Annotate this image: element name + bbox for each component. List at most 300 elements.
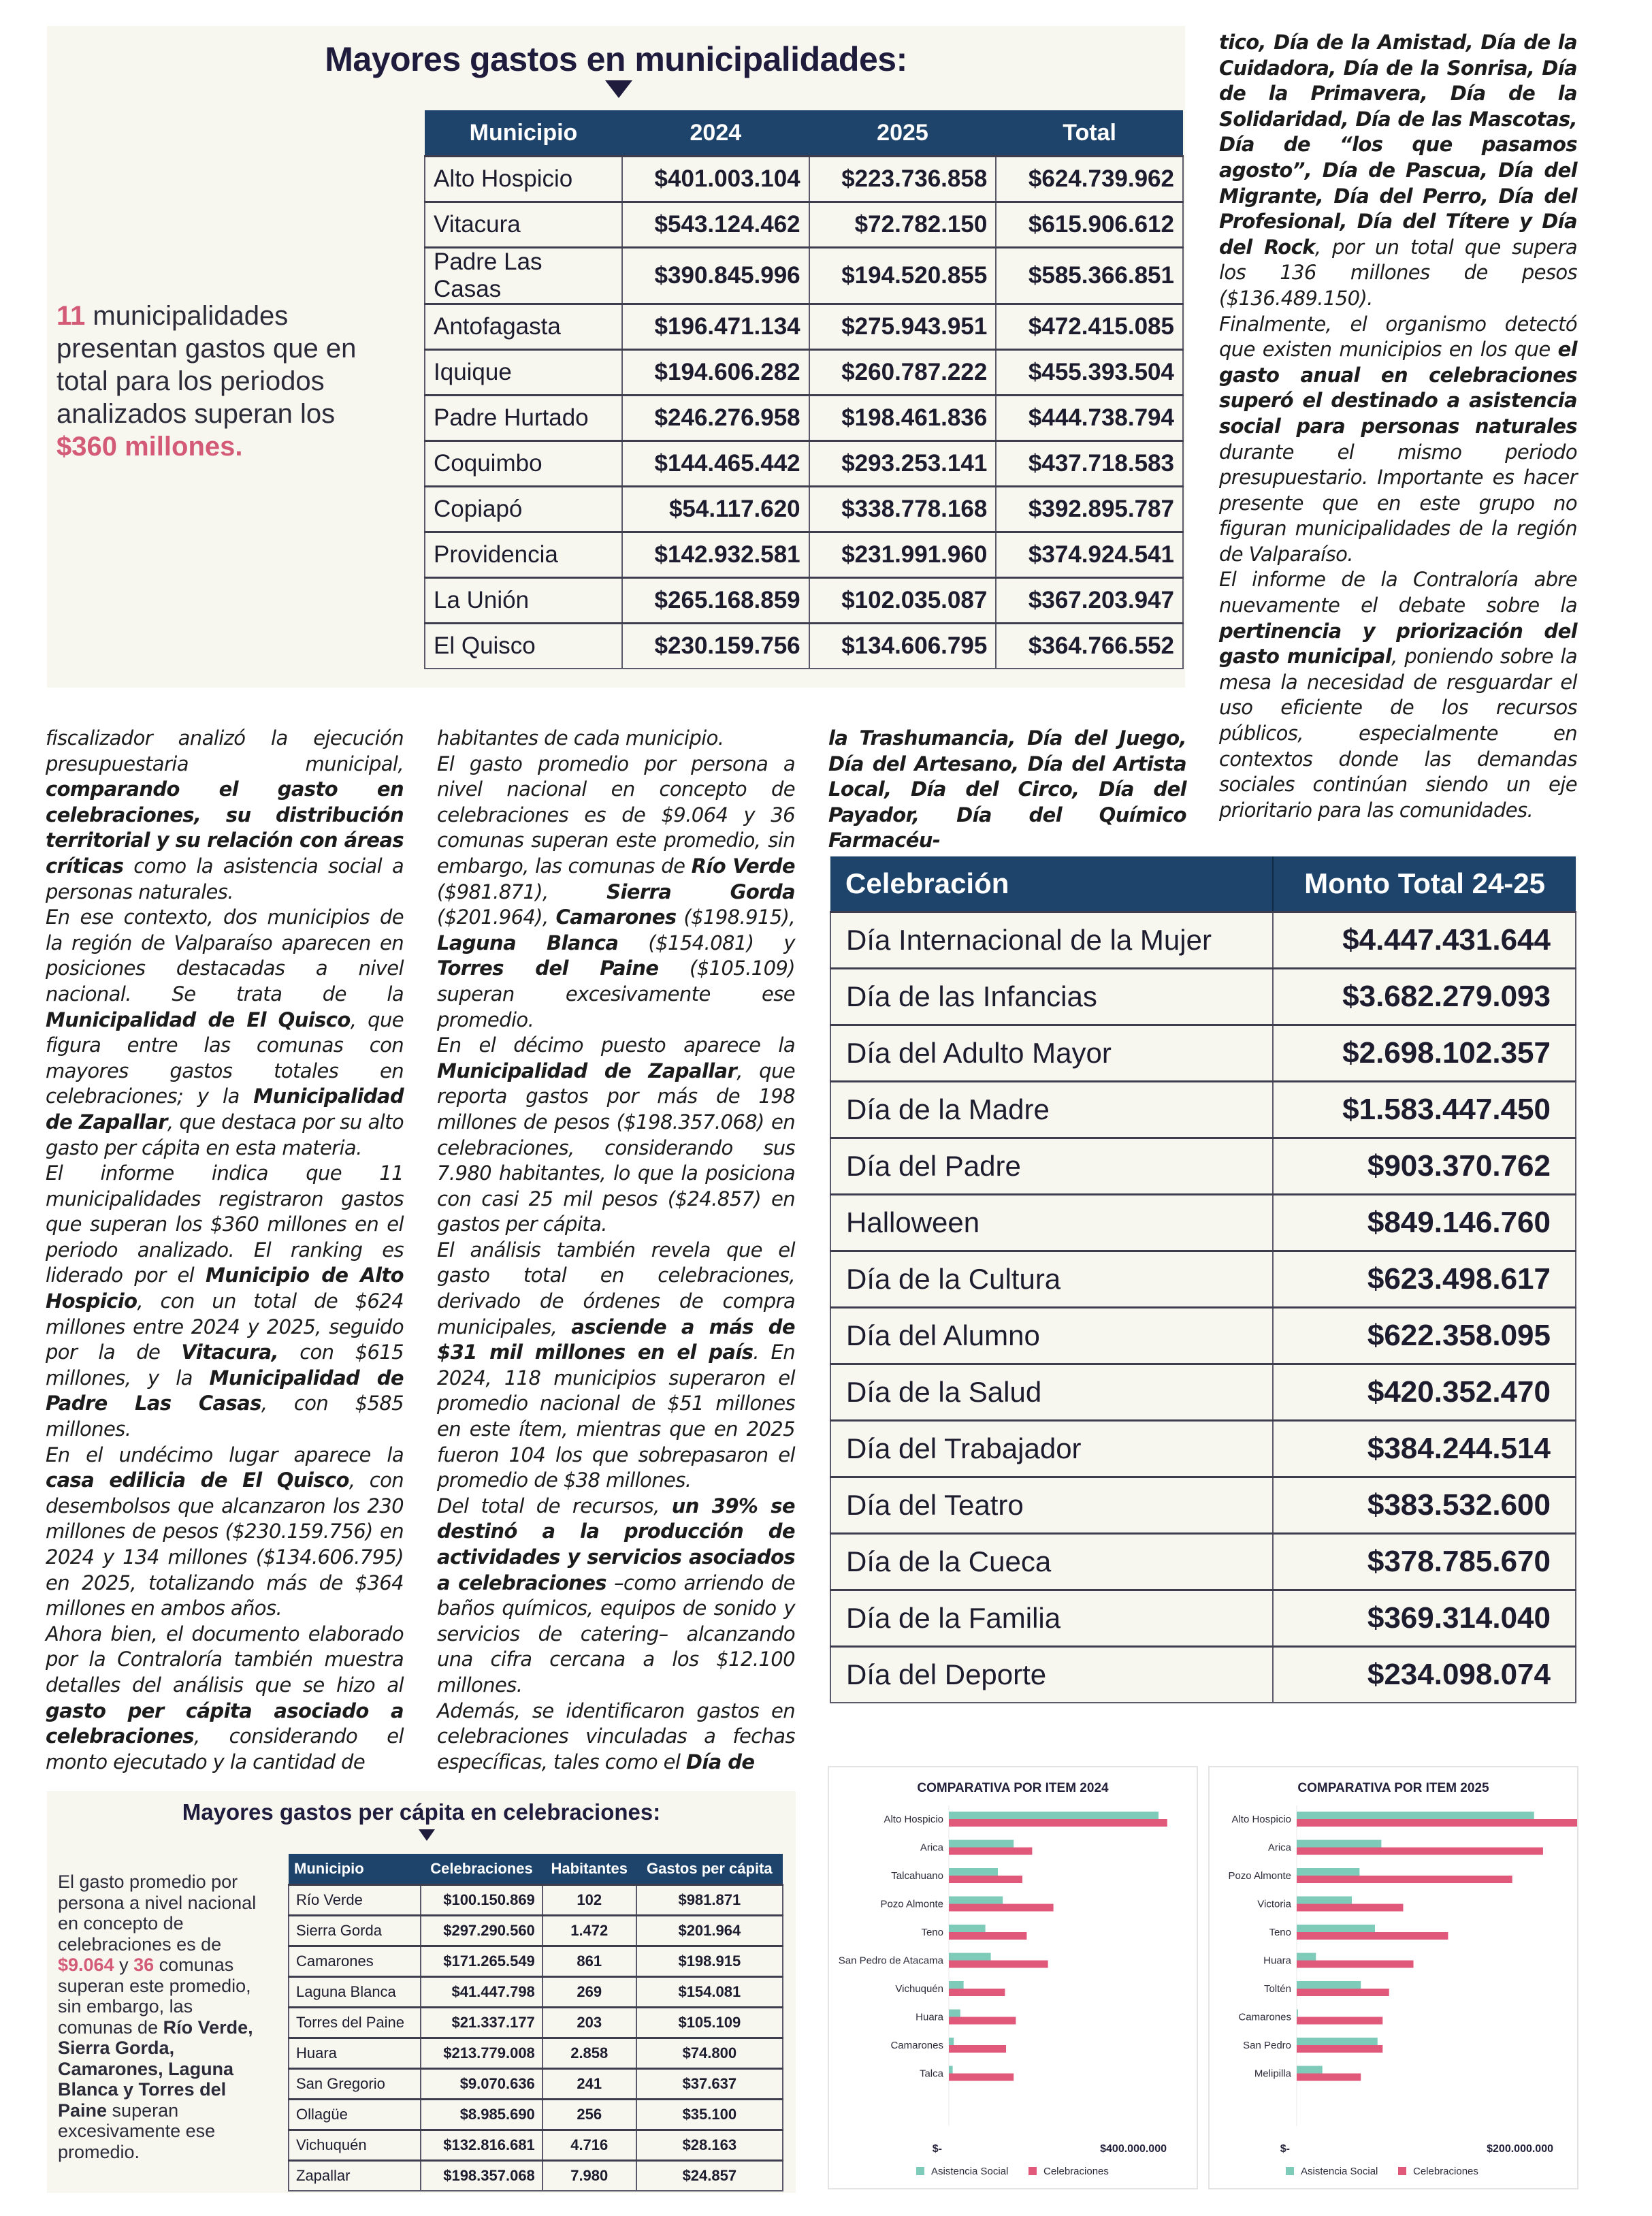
text: El gasto promedio por persona a nivel nacional en concepto de celebraciones es de $9.064 y 36 comunas superan este promedio, sin embargo, las comunas de: [437, 752, 795, 878]
bold-text: Municipalidad de El Quisco: [46, 1008, 351, 1031]
legend-label: Celebraciones: [1043, 2166, 1109, 2177]
bar-celebraciones: [1297, 2017, 1382, 2025]
category-label: Camarones: [1238, 2011, 1291, 2023]
celebration-name: Día Internacional de la Mujer: [830, 912, 1273, 969]
text: Finalmente, el organismo detectó que existen municipios en los que: [1219, 312, 1577, 362]
bar-celebraciones: [1297, 2074, 1361, 2081]
legend-swatch: [1029, 2167, 1037, 2175]
category-label: Talcahuano: [891, 1870, 943, 1882]
municipio-cell: La Unión: [425, 578, 622, 624]
text: El informe de la Contraloría abre nuevamente el debate sobre la: [1219, 568, 1577, 617]
habitantes-cell: 4.716: [542, 2130, 636, 2161]
bar-celebraciones: [949, 1961, 1048, 1968]
per-capita-cell: $28.163: [636, 2130, 783, 2161]
municipio-cell: Ollagüe: [289, 2100, 421, 2130]
bar-asistencia-social: [949, 1868, 998, 1876]
category-label: Alto Hospicio: [884, 1814, 943, 1825]
celebration-name: Día del Teatro: [830, 1477, 1273, 1534]
paragraph: [46, 1161, 404, 1443]
table-row: [289, 2008, 783, 2038]
table-row: [425, 578, 1183, 624]
category-label: Huara: [1263, 1955, 1291, 1967]
bold-text: un 39% se destinó a la producción de actividades y servicios asociados a celebraciones: [437, 1494, 795, 1594]
text: Además, se identificaron gastos en celebraciones vinculadas a fechas específicas, tales como el: [437, 1699, 795, 1773]
header-2024: 2024: [622, 110, 809, 157]
amount-cell: $223.736.858: [809, 157, 997, 202]
category-label: Camarones: [890, 2040, 943, 2051]
text: En el undécimo lugar aparece la: [46, 1443, 404, 1466]
table-header-row: [289, 1854, 783, 1885]
habitantes-cell: 256: [542, 2100, 636, 2130]
bar-celebraciones: [949, 2045, 1006, 2053]
per-capita-note: [58, 1872, 262, 2162]
header-celebracion: Celebración: [830, 856, 1273, 912]
celebraciones-cell: $198.357.068: [421, 2161, 542, 2191]
celebration-name: Día de la Madre: [830, 1082, 1273, 1138]
text: . En 2024, 118 municipios superaron el promedio nacional de $51 millones en este ítem, mientras que en 2025 fueron 104 los que sobrepasaron el promedio de $38 millones.: [437, 1340, 795, 1492]
header-municipio: Municipio: [425, 110, 622, 157]
chart-svg: [829, 1767, 1197, 2188]
amount-cell: $144.465.442: [622, 441, 809, 487]
bar-celebraciones: [949, 2074, 1014, 2081]
bold-text: Laguna Blanca: [437, 931, 619, 954]
table-row: [289, 2130, 783, 2161]
paragraph: [46, 726, 404, 905]
per-capita-table: [288, 1854, 783, 2191]
bar-celebraciones: [949, 1989, 1005, 1996]
text: fiscalizador analizó la ejecución presupuestaria municipal,: [46, 726, 404, 775]
table-row: [830, 912, 1576, 969]
amount-cell: $624.739.962: [996, 157, 1183, 202]
bold-text: Municipalidad de Zapallar: [46, 1085, 404, 1134]
paragraph: [46, 1443, 404, 1622]
table-row: [425, 624, 1183, 669]
bar-asistencia-social: [949, 2038, 954, 2045]
municipio-cell: Huara: [289, 2038, 421, 2069]
legend-swatch: [1398, 2167, 1406, 2175]
amount-cell: $142.932.581: [622, 532, 809, 578]
header-total: Total: [996, 110, 1183, 157]
celebration-amount: $4.447.431.644: [1273, 912, 1576, 969]
table-row: [425, 441, 1183, 487]
bar-asistencia-social: [1297, 2010, 1298, 2017]
table-row: [289, 1885, 783, 1916]
bar-asistencia-social: [1297, 1953, 1316, 1961]
bar-celebraciones: [1297, 2045, 1382, 2053]
text: Ahora bien, el documento elaborado por la Contraloría también muestra detalles del análisis que se hizo al: [46, 1622, 404, 1697]
table-row: [830, 1138, 1576, 1195]
table-row: [830, 1590, 1576, 1647]
chart-title: COMPARATIVA POR ITEM 2024: [917, 1781, 1109, 1795]
table-row: [289, 1946, 783, 1977]
celebraciones-cell: $21.337.177: [421, 2008, 542, 2038]
text: , por un total que supera los 136 millones de pesos ($136.489.150).: [1219, 235, 1577, 310]
category-label: Toltén: [1263, 1983, 1291, 1995]
category-label: Teno: [921, 1927, 943, 1938]
legend-label: Asistencia Social: [1301, 2166, 1378, 2177]
municipio-cell: Alto Hospicio: [425, 157, 622, 202]
table-row: [425, 487, 1183, 532]
note-amount: $360 millones.: [56, 432, 243, 462]
bold-text: Camarones: [555, 905, 677, 929]
top-title: Mayores gastos en municipalidades:: [325, 40, 907, 78]
bold-text: Vitacura,: [181, 1340, 279, 1364]
bold-text: Municipalidad de Zapallar: [437, 1059, 737, 1082]
bar-celebraciones: [1297, 1989, 1389, 1996]
category-label: Arica: [1267, 1842, 1291, 1854]
table-row: [830, 1308, 1576, 1364]
text: durante el mismo periodo presupuestario. Importante es hacer presente que en este grupo no figuran municipalidades de la región de Valparaíso.: [1219, 440, 1577, 566]
celebraciones-cell: $41.447.798: [421, 1977, 542, 2008]
amount-cell: $367.203.947: [996, 578, 1183, 624]
bold-text: Sierra Gorda: [606, 880, 795, 903]
table-row: [289, 2100, 783, 2130]
category-label: Arica: [920, 1842, 943, 1854]
bar-asistencia-social: [1297, 2066, 1323, 2074]
municipal-spending-table: [424, 110, 1184, 669]
x-tick-label: $400.000.000: [1100, 2143, 1167, 2155]
celebraciones-cell: $297.290.560: [421, 1916, 542, 1946]
bar-celebraciones: [949, 1904, 1054, 1912]
celebration-name: Día del Alumno: [830, 1308, 1273, 1364]
habitantes-cell: 861: [542, 1946, 636, 1977]
per-capita-cell: $35.100: [636, 2100, 783, 2130]
bold-text: la Trashumancia, Día del Juego, Día del Artesano, Día del Artista Local, Día del Circo, Día del Payador, Día del Químico Farmacéu-: [828, 726, 1186, 852]
table-row: [830, 1364, 1576, 1421]
amount-cell: $390.845.996: [622, 248, 809, 304]
bar-asistencia-social: [949, 1953, 991, 1961]
bold-text: comparando el gasto en celebraciones, su distribución territorial y su relación con áreas críticas: [46, 777, 404, 878]
text: El análisis también revela que el gasto total en celebraciones, derivado de órdenes de compra municipales,: [437, 1238, 795, 1338]
paragraph: [437, 1033, 795, 1238]
municipio-cell: Padre Las Casas: [425, 248, 622, 304]
paragraph: [1219, 567, 1577, 823]
amount-cell: $265.168.859: [622, 578, 809, 624]
amount-cell: $134.606.795: [809, 624, 997, 669]
bar-asistencia-social: [1297, 1981, 1361, 1989]
table-row: [830, 1025, 1576, 1082]
chart-comparativa-2025: [1208, 1766, 1578, 2189]
celebration-name: Día del Adulto Mayor: [830, 1025, 1273, 1082]
table-row: [425, 532, 1183, 578]
note-highlight: $9.064: [58, 1955, 114, 1975]
paragraph: [1219, 30, 1577, 312]
amount-cell: $194.520.855: [809, 248, 997, 304]
municipio-cell: Copiapó: [425, 487, 622, 532]
celebraciones-cell: $9.070.636: [421, 2069, 542, 2100]
note-count: 11: [56, 301, 86, 331]
municipio-cell: Providencia: [425, 532, 622, 578]
bar-celebraciones: [1297, 1932, 1448, 1940]
celebration-amount: $623.498.617: [1273, 1251, 1576, 1308]
text: , considerando el monto ejecutado y la cantidad de: [46, 1724, 404, 1773]
category-label: Melipilla: [1254, 2068, 1291, 2080]
table-row: [830, 969, 1576, 1025]
text: En el décimo puesto aparece la: [437, 1033, 795, 1057]
header-monto: Monto Total 24-25: [1273, 856, 1576, 912]
text: ($198.915),: [676, 905, 795, 929]
bar-celebraciones: [1297, 1876, 1512, 1883]
municipio-cell: Torres del Paine: [289, 2008, 421, 2038]
amount-cell: $196.471.134: [622, 304, 809, 350]
celebration-amount: $369.314.040: [1273, 1590, 1576, 1647]
chart-comparativa-2024: [828, 1766, 1198, 2189]
amount-cell: $437.718.583: [996, 441, 1183, 487]
habitantes-cell: 269: [542, 1977, 636, 2008]
celebration-amount: $622.358.095: [1273, 1308, 1576, 1364]
celebration-amount: $383.532.600: [1273, 1477, 1576, 1534]
bar-celebraciones: [949, 1848, 1032, 1855]
text: como la asistencia social a personas naturales.: [46, 854, 404, 903]
amount-cell: $364.766.552: [996, 624, 1183, 669]
amount-cell: $260.787.222: [809, 350, 997, 396]
text: En ese contexto, dos municipios de la región de Valparaíso aparecen en posiciones destacadas a nivel nacional. Se trata de la: [46, 905, 404, 1006]
municipio-cell: Sierra Gorda: [289, 1916, 421, 1946]
bold-text: pertinencia y priorización del gasto municipal: [1219, 619, 1577, 669]
bold-text: Municipio de Alto Hospicio: [46, 1264, 404, 1313]
bar-asistencia-social: [949, 1897, 1003, 1904]
amount-cell: $246.276.958: [622, 396, 809, 441]
amount-cell: $275.943.951: [809, 304, 997, 350]
per-capita-cell: $24.857: [636, 2161, 783, 2191]
celebraciones-cell: $8.985.690: [421, 2100, 542, 2130]
category-label: Pozo Almonte: [1228, 1870, 1291, 1882]
text: ($981.871),: [437, 880, 607, 903]
text: con $615 millones, y la: [46, 1340, 404, 1390]
per-capita-cell: $198.915: [636, 1946, 783, 1977]
bold-text: casa edilicia de El Quisco: [46, 1468, 349, 1492]
municipio-cell: Zapallar: [289, 2161, 421, 2191]
table-row: [830, 1534, 1576, 1590]
table-header-row: [425, 110, 1183, 157]
bold-text: Día de: [685, 1750, 755, 1773]
amount-cell: $293.253.141: [809, 441, 997, 487]
table-row: [425, 202, 1183, 248]
bar-asistencia-social: [949, 1840, 1014, 1848]
celebration-amount: $903.370.762: [1273, 1138, 1576, 1195]
municipio-cell: Laguna Blanca: [289, 1977, 421, 2008]
text: Del total de recursos,: [437, 1494, 672, 1518]
celebration-amount: $234.098.074: [1273, 1647, 1576, 1703]
bold-text: tico, Día de la Amistad, Día de la Cuidadora, Día de la Sonrisa, Día de la Primavera, Día de la Solidaridad, Día de las Mascotas, Día de “los que pasamos agosto”, Día de Pascua, Día del Migrante, Día del Perro, Día del Profesional, Día del Títere y Día del Rock: [1219, 31, 1577, 259]
text: habitantes de cada municipio.: [437, 726, 724, 750]
municipio-cell: Vitacura: [425, 202, 622, 248]
municipio-cell: Iquique: [425, 350, 622, 396]
celebraciones-cell: $171.265.549: [421, 1946, 542, 1977]
bold-text: Municipalidad de Padre Las Casas: [46, 1366, 404, 1415]
table-row: [289, 2161, 783, 2191]
header-gastos-per-c-pita: Gastos per cápita: [636, 1854, 783, 1885]
arrow-down-icon: [419, 1829, 435, 1841]
celebration-name: Día del Padre: [830, 1138, 1273, 1195]
habitantes-cell: 203: [542, 2008, 636, 2038]
habitantes-cell: 1.472: [542, 1916, 636, 1946]
text: , poniendo sobre la mesa la necesidad de resguardar el uso eficiente de los recursos públicos, especialmente en contextos donde las demandas sociales continúan siendo un eje prioritario para las comunidades.: [1219, 645, 1577, 822]
bar-celebraciones: [1297, 1819, 1577, 1827]
celebration-name: Día de la Cueca: [830, 1534, 1273, 1590]
note-text: municipalidades presentan gastos que en total para los periodos analizados superan los: [56, 301, 357, 429]
bar-celebraciones: [1297, 1848, 1543, 1855]
table-row: [289, 1916, 783, 1946]
note-text: y: [114, 1955, 134, 1975]
celebration-amount: $378.785.670: [1273, 1534, 1576, 1590]
table-row: [289, 1977, 783, 2008]
table-row: [425, 350, 1183, 396]
bar-celebraciones: [1297, 1904, 1403, 1912]
per-capita-cell: $201.964: [636, 1916, 783, 1946]
category-label: Teno: [1269, 1927, 1291, 1938]
per-capita-cell: $37.637: [636, 2069, 783, 2100]
municipio-cell: Padre Hurtado: [425, 396, 622, 441]
article-column-1: [46, 726, 404, 1775]
paragraph: [437, 752, 795, 1033]
celebraciones-cell: $100.150.869: [421, 1885, 542, 1916]
bar-asistencia-social: [1297, 1925, 1375, 1932]
category-label: Pozo Almonte: [880, 1898, 943, 1910]
municipio-cell: Camarones: [289, 1946, 421, 1977]
table-row: [425, 248, 1183, 304]
amount-cell: $374.924.541: [996, 532, 1183, 578]
table-row: [289, 2069, 783, 2100]
legend-label: Celebraciones: [1413, 2166, 1478, 2177]
amount-cell: $455.393.504: [996, 350, 1183, 396]
bar-celebraciones: [949, 2017, 1016, 2025]
municipio-cell: Antofagasta: [425, 304, 622, 350]
chart-title: COMPARATIVA POR ITEM 2025: [1297, 1781, 1489, 1795]
amount-cell: $102.035.087: [809, 578, 997, 624]
x-tick-label: $-: [1280, 2143, 1290, 2155]
bar-asistencia-social: [949, 2066, 953, 2074]
celebration-name: Día del Trabajador: [830, 1421, 1273, 1477]
legend-swatch: [916, 2167, 924, 2175]
article-column-right: [1219, 30, 1577, 823]
category-label: Alto Hospicio: [1231, 1814, 1291, 1825]
bar-asistencia-social: [1297, 1812, 1534, 1819]
table-row: [425, 396, 1183, 441]
celebration-amount: $384.244.514: [1273, 1421, 1576, 1477]
per-capita-cell: $105.109: [636, 2008, 783, 2038]
paragraph: [437, 1699, 795, 1776]
header-municipio: Municipio: [289, 1854, 421, 1885]
paragraph: [437, 1238, 795, 1494]
municipio-cell: Río Verde: [289, 1885, 421, 1916]
amount-cell: $401.003.104: [622, 157, 809, 202]
per-capita-cell: $74.800: [636, 2038, 783, 2069]
note-bold: Río Verde, Sierra Gorda, Camarones, Laguna Blanca y Torres del Paine: [58, 2017, 253, 2121]
celebration-amount: $1.583.447.450: [1273, 1082, 1576, 1138]
celebration-name: Día del Deporte: [830, 1647, 1273, 1703]
text: ($154.081) y: [618, 931, 795, 954]
habitantes-cell: 102: [542, 1885, 636, 1916]
amount-cell: $230.159.756: [622, 624, 809, 669]
amount-cell: $472.415.085: [996, 304, 1183, 350]
category-label: San Pedro: [1243, 2040, 1291, 2051]
municipio-cell: Coquimbo: [425, 441, 622, 487]
table-row: [830, 1647, 1576, 1703]
note-text: superan excesivamente ese promedio.: [58, 2100, 216, 2162]
top-infographic: [47, 26, 1185, 688]
header-celebraciones: Celebraciones: [421, 1854, 542, 1885]
celebration-name: Día de la Salud: [830, 1364, 1273, 1421]
amount-cell: $543.124.462: [622, 202, 809, 248]
bar-celebraciones: [949, 1932, 1026, 1940]
paragraph: [437, 1494, 795, 1699]
article-column-2: [437, 726, 795, 1775]
chart-svg: [1210, 1767, 1577, 2188]
celebration-name: Día de la Familia: [830, 1590, 1273, 1647]
table-row: [830, 1251, 1576, 1308]
celebration-name: Halloween: [830, 1195, 1273, 1251]
bar-asistencia-social: [1297, 1840, 1381, 1848]
text: –como arriendo de baños químicos, equipos de sonido y servicios de catering– alcanzando una cifra cercana a los $12.100 millones.: [437, 1571, 795, 1697]
table-row: [830, 1195, 1576, 1251]
text: , que destaca por su alto gasto per cápita en esta materia.: [46, 1110, 404, 1159]
celebration-amount: $420.352.470: [1273, 1364, 1576, 1421]
bar-asistencia-social: [1297, 1897, 1352, 1904]
municipio-cell: El Quisco: [425, 624, 622, 669]
table-row: [425, 157, 1183, 202]
header-habitantes: Habitantes: [542, 1854, 636, 1885]
paragraph: [828, 726, 1186, 854]
x-tick-label: $-: [932, 2143, 942, 2155]
celebration-amount: $849.146.760: [1273, 1195, 1576, 1251]
amount-cell: $198.461.836: [809, 396, 997, 441]
amount-cell: $585.366.851: [996, 248, 1183, 304]
amount-cell: $72.782.150: [809, 202, 997, 248]
habitantes-cell: 241: [542, 2069, 636, 2100]
amount-cell: $615.906.612: [996, 202, 1183, 248]
per-capita-cell: $154.081: [636, 1977, 783, 2008]
amount-cell: $338.778.168: [809, 487, 997, 532]
bar-celebraciones: [949, 1819, 1167, 1827]
text: , con $585 millones.: [46, 1392, 404, 1441]
table-row: [425, 304, 1183, 350]
celebraciones-cell: $132.816.681: [421, 2130, 542, 2161]
bar-celebraciones: [1297, 1961, 1414, 1968]
habitantes-cell: 2.858: [542, 2038, 636, 2069]
paragraph: [46, 905, 404, 1161]
bar-asistencia-social: [949, 1812, 1159, 1819]
legend-label: Asistencia Social: [931, 2166, 1009, 2177]
top-note: [56, 300, 397, 463]
text: El informe indica que 11 municipalidades registraron gastos que superan los $360 millones en el periodo analizado. El ranking es liderado por el: [46, 1161, 404, 1287]
bold-text: Torres del Paine: [437, 957, 659, 980]
text: , que reporta gastos por más de 198 millones de pesos ($198.357.068) en celebraciones, considerando sus 7.980 habitantes, lo que la posiciona con casi 25 mil pesos ($24.857) en gastos per cápita.: [437, 1059, 795, 1236]
table-header-row: [830, 856, 1576, 912]
bold-text: asciende a más de $31 mil millones en el país: [437, 1315, 795, 1364]
bar-celebraciones: [949, 1876, 1022, 1883]
arrow-down-icon: [605, 80, 632, 98]
municipio-cell: San Gregorio: [289, 2069, 421, 2100]
table-row: [830, 1082, 1576, 1138]
bar-asistencia-social: [1297, 2038, 1378, 2045]
amount-cell: $54.117.620: [622, 487, 809, 532]
per-capita-title: Mayores gastos per cápita en celebraciones:: [182, 1799, 661, 1825]
amount-cell: $194.606.282: [622, 350, 809, 396]
amount-cell: $392.895.787: [996, 487, 1183, 532]
legend-swatch: [1286, 2167, 1294, 2175]
note-text: comunas superan este promedio, sin embargo, las comunas de: [58, 1955, 251, 2038]
celebration-name: Día de las Infancias: [830, 969, 1273, 1025]
x-tick-label: $200.000.000: [1487, 2143, 1553, 2155]
bold-text: el gasto anual en celebraciones superó el destinado a asistencia social para personas naturales: [1219, 338, 1577, 438]
celebration-name: Día de la Cultura: [830, 1251, 1273, 1308]
celebraciones-cell: $213.779.008: [421, 2038, 542, 2069]
bar-asistencia-social: [1297, 1868, 1359, 1876]
bar-asistencia-social: [949, 1925, 986, 1932]
category-label: San Pedro de Atacama: [838, 1955, 943, 1967]
category-label: Talca: [919, 2068, 943, 2080]
